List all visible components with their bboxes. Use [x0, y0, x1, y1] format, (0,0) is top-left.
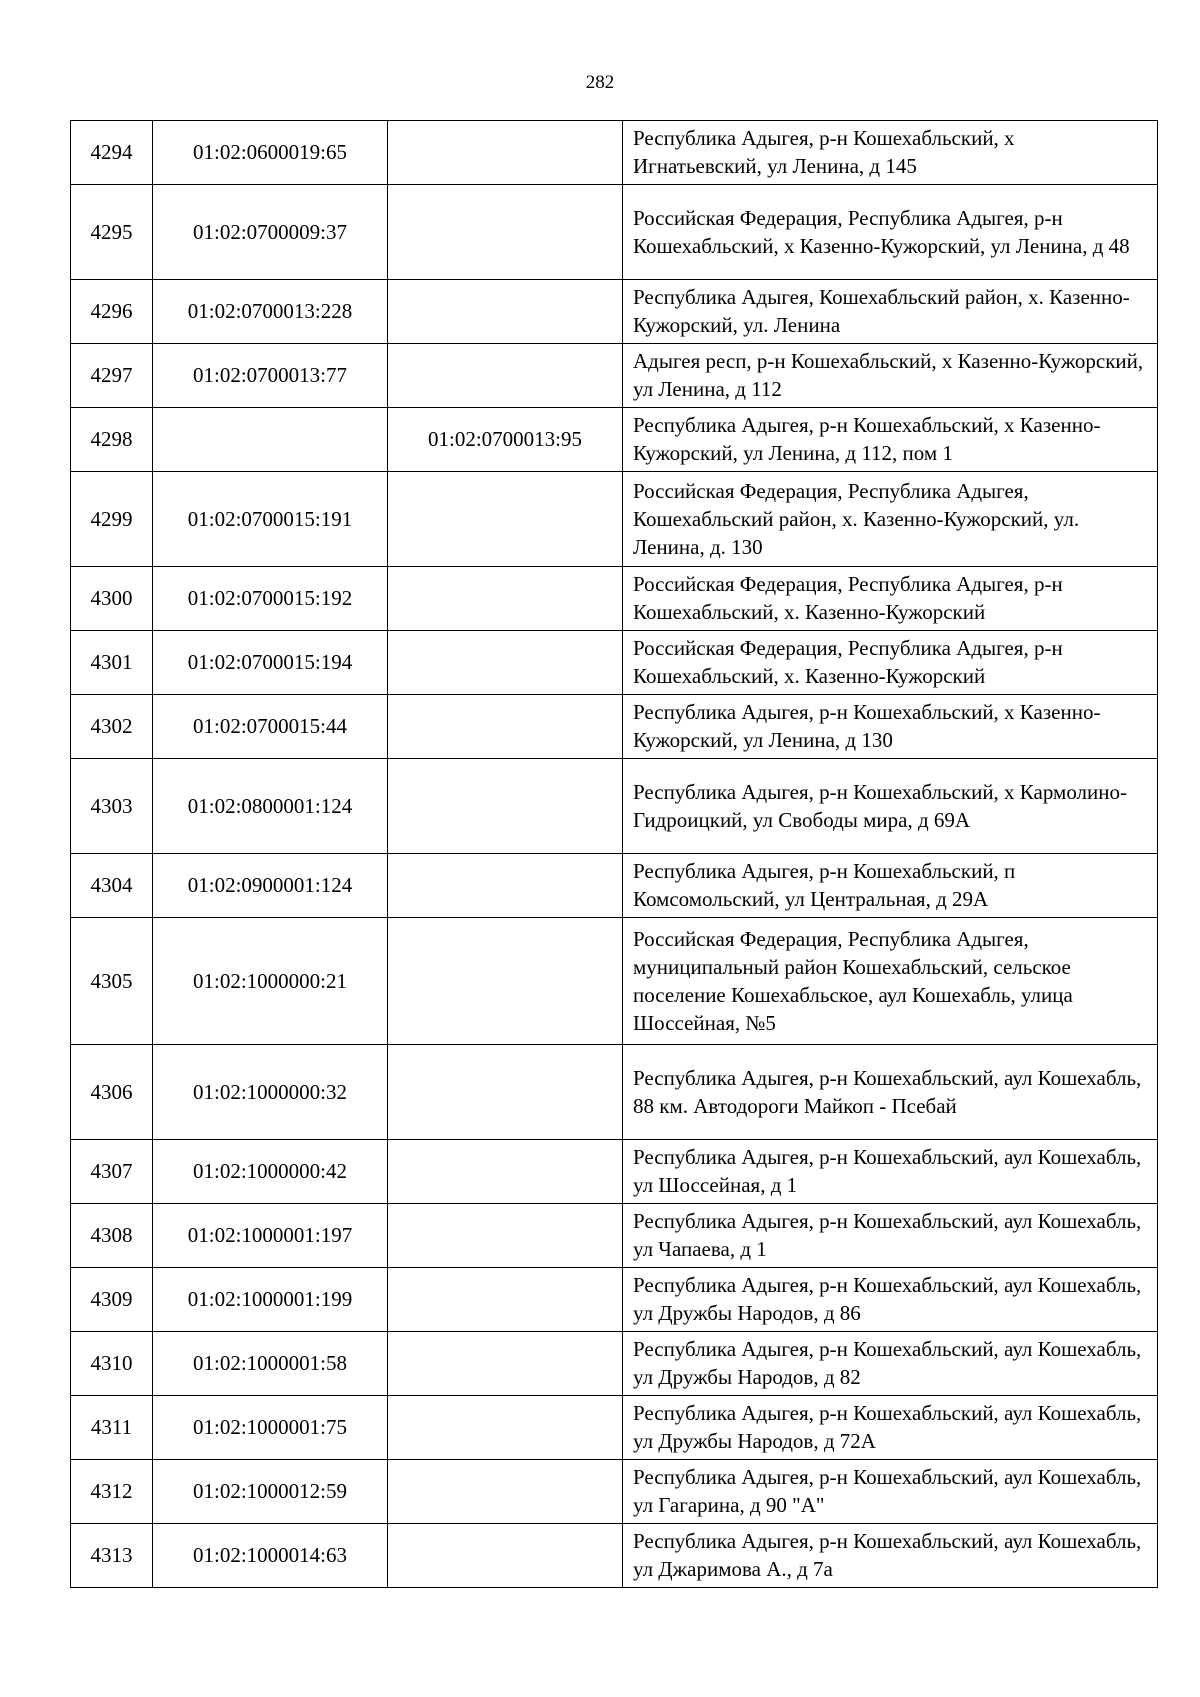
- cadastral-number: 01:02:0800001:124: [153, 759, 388, 854]
- table-row: [71, 918, 1158, 1045]
- table-row: [71, 695, 1158, 759]
- cadastral-number: 01:02:0700015:192: [153, 567, 388, 631]
- cadastral-number: 01:02:1000000:32: [153, 1045, 388, 1140]
- table-row: [71, 121, 1158, 185]
- address: Республика Адыгея, р-н Кошехабльский, аул Кошехабль, ул Чапаева, д 1: [623, 1204, 1158, 1268]
- registry-table: [70, 120, 1158, 1588]
- related-cadastral-number: [388, 854, 623, 918]
- related-cadastral-number: [388, 1396, 623, 1460]
- row-number: 4300: [71, 567, 153, 631]
- address: Республика Адыгея, р-н Кошехабльский, аул Кошехабль, 88 км. Автодороги Майкоп - Псебай: [623, 1045, 1158, 1140]
- table-row: [71, 631, 1158, 695]
- cadastral-number: 01:02:1000000:42: [153, 1140, 388, 1204]
- related-cadastral-number: [388, 918, 623, 1045]
- cadastral-number: 01:02:1000012:59: [153, 1460, 388, 1524]
- related-cadastral-number: [388, 1332, 623, 1396]
- table-row: [71, 1268, 1158, 1332]
- cadastral-number: 01:02:0600019:65: [153, 121, 388, 185]
- related-cadastral-number: [388, 1204, 623, 1268]
- address: Российская Федерация, Республика Адыгея, р-н Кошехабльский, х. Казенно-Кужорский: [623, 567, 1158, 631]
- row-number: 4313: [71, 1524, 153, 1588]
- row-number: 4302: [71, 695, 153, 759]
- address: Республика Адыгея, р-н Кошехабльский, аул Кошехабль, ул Шоссейная, д 1: [623, 1140, 1158, 1204]
- related-cadastral-number: [388, 631, 623, 695]
- related-cadastral-number: [388, 1140, 623, 1204]
- related-cadastral-number: [388, 1524, 623, 1588]
- address: Российская Федерация, Республика Адыгея, Кошехабльский район, х. Казенно-Кужорский, ул. Ленина, д. 130: [623, 472, 1158, 567]
- row-number: 4301: [71, 631, 153, 695]
- table-row: [71, 408, 1158, 472]
- address: Российская Федерация, Республика Адыгея, р-н Кошехабльский, х Казенно-Кужорский, ул Ленина, д 48: [623, 185, 1158, 280]
- related-cadastral-number: [388, 472, 623, 567]
- address: Республика Адыгея, р-н Кошехабльский, аул Кошехабль, ул Дружбы Народов, д 86: [623, 1268, 1158, 1332]
- related-cadastral-number: [388, 695, 623, 759]
- address: Республика Адыгея, р-н Кошехабльский, аул Кошехабль, ул Джаримова А., д 7а: [623, 1524, 1158, 1588]
- page-number: 282: [585, 72, 615, 93]
- related-cadastral-number: [388, 567, 623, 631]
- cadastral-number: 01:02:0900001:124: [153, 854, 388, 918]
- row-number: 4295: [71, 185, 153, 280]
- cadastral-number: 01:02:1000014:63: [153, 1524, 388, 1588]
- address: Российская Федерация, Республика Адыгея, муниципальный район Кошехабльский, сельское поселение Кошехабльское, аул Кошехабль, улица Шоссейная, №5: [623, 918, 1158, 1045]
- related-cadastral-number: [388, 1045, 623, 1140]
- cadastral-number: 01:02:0700013:228: [153, 280, 388, 344]
- related-cadastral-number: [388, 759, 623, 854]
- address: Республика Адыгея, р-н Кошехабльский, х Игнатьевский, ул Ленина, д 145: [623, 121, 1158, 185]
- related-cadastral-number: [388, 1460, 623, 1524]
- address: Республика Адыгея, Кошехабльский район, х. Казенно-Кужорский, ул. Ленина: [623, 280, 1158, 344]
- address: Российская Федерация, Республика Адыгея, р-н Кошехабльский, х. Казенно-Кужорский: [623, 631, 1158, 695]
- cadastral-number: 01:02:1000001:197: [153, 1204, 388, 1268]
- address: Адыгея респ, р-н Кошехабльский, х Казенно-Кужорский, ул Ленина, д 112: [623, 344, 1158, 408]
- table-row: [71, 1524, 1158, 1588]
- cadastral-number: 01:02:1000001:199: [153, 1268, 388, 1332]
- related-cadastral-number: [388, 344, 623, 408]
- row-number: 4312: [71, 1460, 153, 1524]
- table-row: [71, 185, 1158, 280]
- table-row: [71, 1204, 1158, 1268]
- address: Республика Адыгея, р-н Кошехабльский, аул Кошехабль, ул Гагарина, д 90 "А": [623, 1460, 1158, 1524]
- row-number: 4309: [71, 1268, 153, 1332]
- address: Республика Адыгея, р-н Кошехабльский, аул Кошехабль, ул Дружбы Народов, д 72А: [623, 1396, 1158, 1460]
- row-number: 4310: [71, 1332, 153, 1396]
- table-row: [71, 1460, 1158, 1524]
- row-number: 4299: [71, 472, 153, 567]
- row-number: 4297: [71, 344, 153, 408]
- address: Республика Адыгея, р-н Кошехабльский, х Казенно-Кужорский, ул Ленина, д 112, пом 1: [623, 408, 1158, 472]
- row-number: 4303: [71, 759, 153, 854]
- related-cadastral-number: [388, 1268, 623, 1332]
- cadastral-number: 01:02:0700009:37: [153, 185, 388, 280]
- address: Республика Адыгея, р-н Кошехабльский, х Кармолино-Гидроицкий, ул Свободы мира, д 69А: [623, 759, 1158, 854]
- table-row: [71, 280, 1158, 344]
- related-cadastral-number: [388, 280, 623, 344]
- table-row: [71, 854, 1158, 918]
- address: Республика Адыгея, р-н Кошехабльский, х Казенно-Кужорский, ул Ленина, д 130: [623, 695, 1158, 759]
- table-row: [71, 344, 1158, 408]
- table-row: [71, 1045, 1158, 1140]
- table-row: [71, 567, 1158, 631]
- row-number: 4298: [71, 408, 153, 472]
- cadastral-number: 01:02:0700015:44: [153, 695, 388, 759]
- table-row: [71, 1140, 1158, 1204]
- cadastral-number: 01:02:0700015:191: [153, 472, 388, 567]
- row-number: 4306: [71, 1045, 153, 1140]
- row-number: 4296: [71, 280, 153, 344]
- row-number: 4304: [71, 854, 153, 918]
- related-cadastral-number: [388, 121, 623, 185]
- cadastral-number: 01:02:1000001:75: [153, 1396, 388, 1460]
- row-number: 4305: [71, 918, 153, 1045]
- related-cadastral-number: [388, 185, 623, 280]
- cadastral-number: 01:02:0700013:77: [153, 344, 388, 408]
- row-number: 4294: [71, 121, 153, 185]
- address: Республика Адыгея, р-н Кошехабльский, аул Кошехабль, ул Дружбы Народов, д 82: [623, 1332, 1158, 1396]
- cadastral-number: 01:02:1000000:21: [153, 918, 388, 1045]
- related-cadastral-number: 01:02:0700013:95: [388, 408, 623, 472]
- table-row: [71, 759, 1158, 854]
- table-row: [71, 1332, 1158, 1396]
- row-number: 4308: [71, 1204, 153, 1268]
- row-number: 4307: [71, 1140, 153, 1204]
- cadastral-number: 01:02:1000001:58: [153, 1332, 388, 1396]
- row-number: 4311: [71, 1396, 153, 1460]
- cadastral-number: 01:02:0700015:194: [153, 631, 388, 695]
- table-row: [71, 1396, 1158, 1460]
- cadastral-number: [153, 408, 388, 472]
- address: Республика Адыгея, р-н Кошехабльский, п Комсомольский, ул Центральная, д 29А: [623, 854, 1158, 918]
- table-row: [71, 472, 1158, 567]
